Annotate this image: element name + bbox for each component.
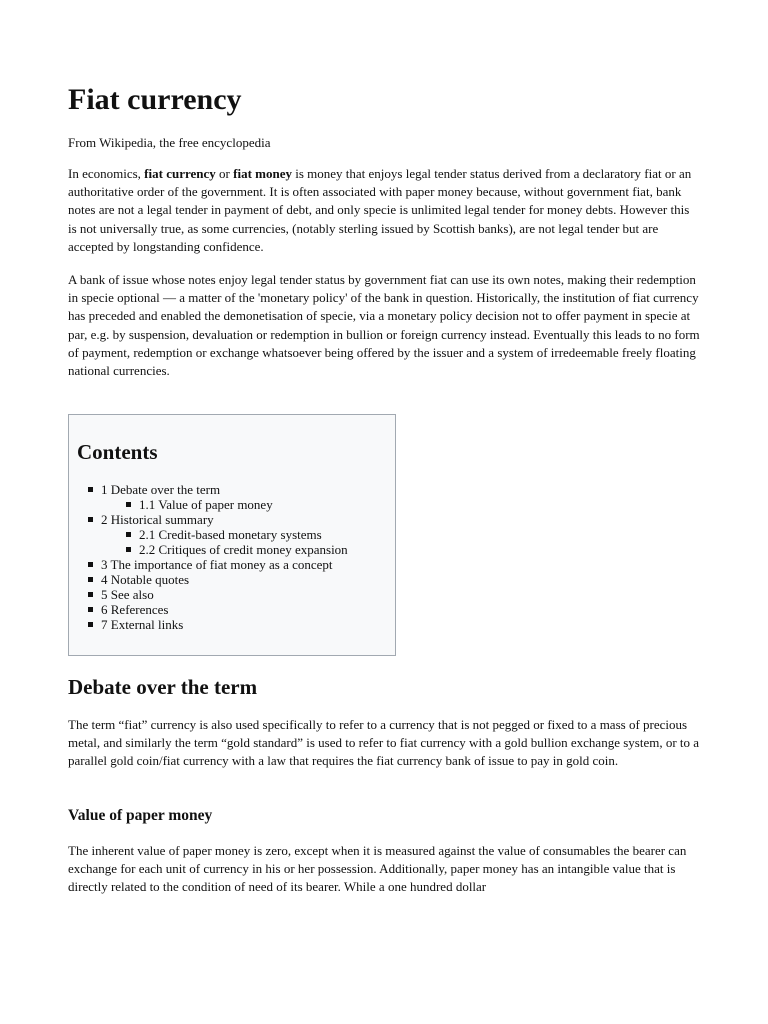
toc-link[interactable]: 5 See also [101, 587, 154, 602]
toc-item [101, 482, 348, 497]
toc-item [101, 527, 348, 542]
toc-item [101, 602, 348, 617]
intro-paragraph-1 [68, 165, 700, 256]
site-tagline: From Wikipedia, the free encyclopedia [68, 135, 271, 150]
toc-item [101, 512, 348, 527]
bullet-icon [126, 502, 131, 507]
toc-item [101, 617, 348, 632]
toc-link[interactable]: 6 References [101, 602, 169, 617]
bullet-icon [126, 532, 131, 537]
bullet-icon [88, 577, 93, 582]
toc-link[interactable]: 7 External links [101, 617, 184, 632]
term-fiat-money: fiat money [233, 166, 292, 181]
toc-link[interactable]: 2.1 Credit-based monetary systems [139, 527, 322, 542]
intro-paragraph-2: A bank of issue whose notes enjoy legal tender status by government fiat can use its own notes, making their redemption in specie optional — a matter of the 'monetary policy' of the bank in question. Historically, the institution of fiat currency has preceded and enabled the demonetisation of specie, via a monetary policy decision not to offer payment in specie at par, e.g. by suspension, devaluation or redemption in bullion or foreign currency instead. Eventually this leads to no form of payment, redemption or exchange whatsoever being offered by the issuer and a system of irredeemable freely floating national currencies. [68, 272, 700, 379]
bullet-icon [88, 487, 93, 492]
toc-link[interactable]: 1 Debate over the term [101, 482, 221, 497]
intro-text-pre: In economics, [68, 166, 145, 181]
toc-link[interactable]: 1.1 Value of paper money [139, 497, 273, 512]
toc-item [101, 542, 348, 557]
value-paragraph: The inherent value of paper money is zero, except when it is measured against the value of consumables the bearer can exchange for each unit of currency in his or her possession. Additionally, paper money has an intangible value that is directly related to the condition of need of its bearer. While a one hundred dollar [68, 843, 687, 895]
page-title: Fiat currency [68, 83, 242, 116]
bullet-icon [88, 622, 93, 627]
toc-link[interactable]: 2.2 Critiques of credit money expansion [139, 542, 348, 557]
section-heading-debate: Debate over the term [68, 675, 258, 699]
intro-text-mid: or [215, 166, 234, 181]
toc-link[interactable]: 2 Historical summary [101, 512, 214, 527]
toc-list [101, 482, 348, 632]
toc-item [101, 587, 348, 602]
toc-link[interactable]: 4 Notable quotes [101, 572, 190, 587]
term-fiat-currency: fiat currency [144, 166, 216, 181]
bullet-icon [88, 517, 93, 522]
bullet-icon [88, 562, 93, 567]
toc-link[interactable]: 3 The importance of fiat money as a concept [101, 557, 333, 572]
toc-item [101, 557, 348, 572]
toc-title: Contents [77, 440, 158, 464]
table-of-contents [68, 414, 396, 656]
toc-item [101, 572, 348, 587]
debate-paragraph: The term “fiat” currency is also used specifically to refer to a currency that is not pegged or fixed to a mass of precious metal, and similarly the term “gold standard” is used to refer to fiat currency with a gold bullion exchange system, or to a parallel gold coin/fiat currency with a law that requires the fiat currency bank of issue to pay in gold coin. [68, 717, 700, 769]
toc-item [101, 497, 348, 512]
subsection-heading-value: Value of paper money [68, 807, 213, 824]
intro-text-post: is money that enjoys legal tender status derived from a declaratory fiat or an authoritative order of the government. It is often associated with paper money because, without government fiat, bank notes are not a legal tender in payment of debt, and only specie is unlimited legal tender for money debts. However this is not universally true, as some currencies, (notably sterling issued by Scottish banks), are not legal tender but are accepted by longstanding confidence. [68, 166, 692, 254]
bullet-icon [88, 592, 93, 597]
bullet-icon [88, 607, 93, 612]
bullet-icon [126, 547, 131, 552]
